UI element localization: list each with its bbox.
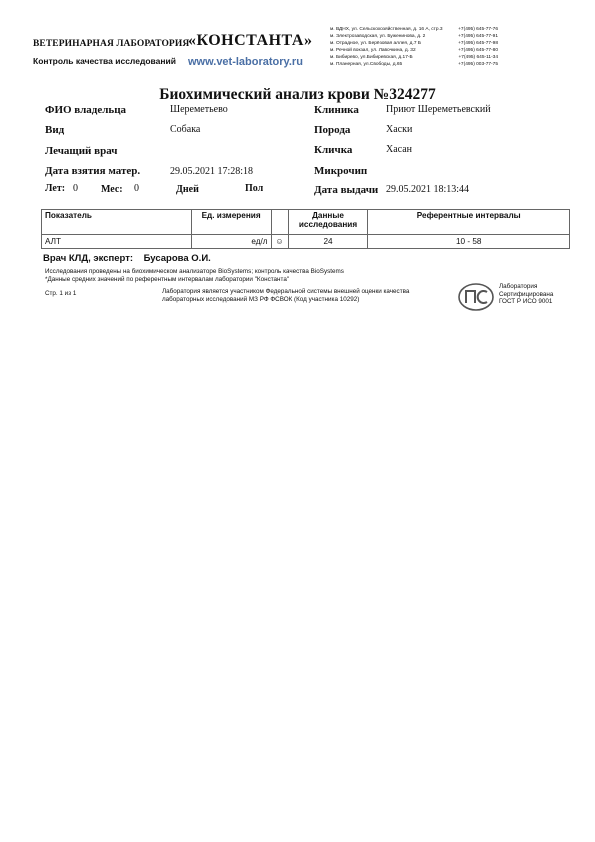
data-cell: 24 (288, 235, 368, 249)
phone: +7(495) 645-77-80 (458, 47, 498, 53)
lab-type: ВЕТЕРИНАРНАЯ ЛАБОРАТОРИЯ (33, 39, 190, 49)
address-row (330, 55, 498, 62)
doctor-expert: Врач КЛД, эксперт: Бусарова О.И. (43, 253, 211, 264)
years-value: 0 (73, 183, 78, 194)
header-reference: Референтные интервалы (368, 210, 570, 235)
days-label: Дней (176, 184, 199, 195)
phone: +7(495) 645-77-76 (458, 27, 498, 32)
sample-date-label: Дата взятия матер. (45, 165, 141, 177)
chip-label: Микрочип (314, 165, 368, 177)
header-data: Данные исследования (288, 210, 368, 235)
address: м. Отрадное, ул. Берёзовая аллея, д.7 Б (330, 40, 421, 46)
address: м. ВДНХ, ул. Сельскохозяйственная, д. 16 А, стр.3 (330, 27, 443, 32)
document-title: Биохимический анализ крови №324277 (159, 86, 436, 103)
sample-date-value: 29.05.2021 17:28:18 (170, 166, 254, 177)
address-list (330, 27, 498, 68)
certification-logo-icon (457, 282, 495, 312)
reference-cell: 10 - 58 (368, 235, 570, 249)
smiley-icon: ☺ (271, 235, 288, 249)
page-number: Стр. 1 из 1 (45, 290, 77, 297)
issue-date-label: Дата выдачи (314, 184, 379, 196)
address-row (330, 34, 498, 41)
header-indicator: Показатель (42, 210, 192, 235)
header-unit: Ед. измерения (191, 210, 271, 235)
certification-line: Лаборатория (499, 283, 538, 290)
species-value: Собака (170, 124, 201, 135)
phone: +7(495) 645-77-91 (458, 33, 498, 39)
indicator-cell: АЛТ (42, 235, 192, 249)
breed-label: Порода (314, 124, 351, 136)
months-label: Мес: (101, 184, 123, 195)
phone: +7(495) 645-77-98 (458, 40, 498, 46)
clinic-label: Клиника (314, 104, 359, 116)
years-label: Лет: (45, 183, 66, 194)
certification-line: ГОСТ Р ИСО 9001 (499, 298, 553, 305)
breed-value: Хаски (386, 124, 413, 135)
address-row (330, 62, 498, 69)
address-row (330, 41, 498, 48)
certification-text (499, 283, 553, 306)
owner-value: Шереметьево (170, 104, 228, 115)
owner-label: ФИО владельца (45, 104, 127, 116)
participation-note-2: лабораторных исследований МЗ РФ ФСВОК (Код участника 10292) (162, 296, 360, 303)
website-link[interactable]: www.vet-laboratory.ru (188, 56, 303, 68)
table-row (42, 235, 570, 249)
issue-date-value: 29.05.2021 18:13:44 (386, 184, 470, 195)
address-row (330, 27, 498, 34)
unit-cell: ед/л (191, 235, 271, 249)
doctor-label: Лечащий врач (45, 145, 118, 157)
phone: +7(495) 003-77-75 (458, 61, 498, 67)
nickname-label: Кличка (314, 144, 353, 156)
address: м. Электрозаводская, ул. Буженинова, д. 2 (330, 33, 426, 39)
header-flag (271, 210, 288, 235)
months-value: 0 (134, 183, 139, 194)
address-row (330, 48, 498, 55)
clinic-value: Приют Шереметьевский (386, 104, 491, 115)
address: м. Бибирево, ул.Бибиревская, д.17-Б (330, 54, 413, 60)
address: м. Речной вокзал, ул. Лавочкина, д. 32 (330, 47, 416, 53)
table-header-row (42, 210, 570, 235)
quality-control-caption: Контроль качества исследований (33, 56, 176, 66)
analyzer-note: Исследования проведены на биохимическом анализаторе BioSystems; контроль качества BioSystems (45, 268, 344, 275)
species-label: Вид (45, 124, 65, 136)
reference-note: *Данные средних значений по референтным интервалам лаборатории "Константа" (45, 276, 290, 283)
results-table (41, 209, 570, 249)
nickname-value: Хасан (386, 144, 413, 155)
certification-line: Сертифицирована (499, 290, 554, 298)
lab-name: «КОНСТАНТА» (188, 32, 313, 49)
sex-label: Пол (245, 183, 264, 194)
address: м. Планерная, ул.Свободы, д.65 (330, 61, 403, 67)
phone: +7(495) 645-11-34 (458, 54, 498, 60)
participation-note-1: Лаборатория является участником Федеральной системы внешней оценки качества (162, 288, 410, 295)
